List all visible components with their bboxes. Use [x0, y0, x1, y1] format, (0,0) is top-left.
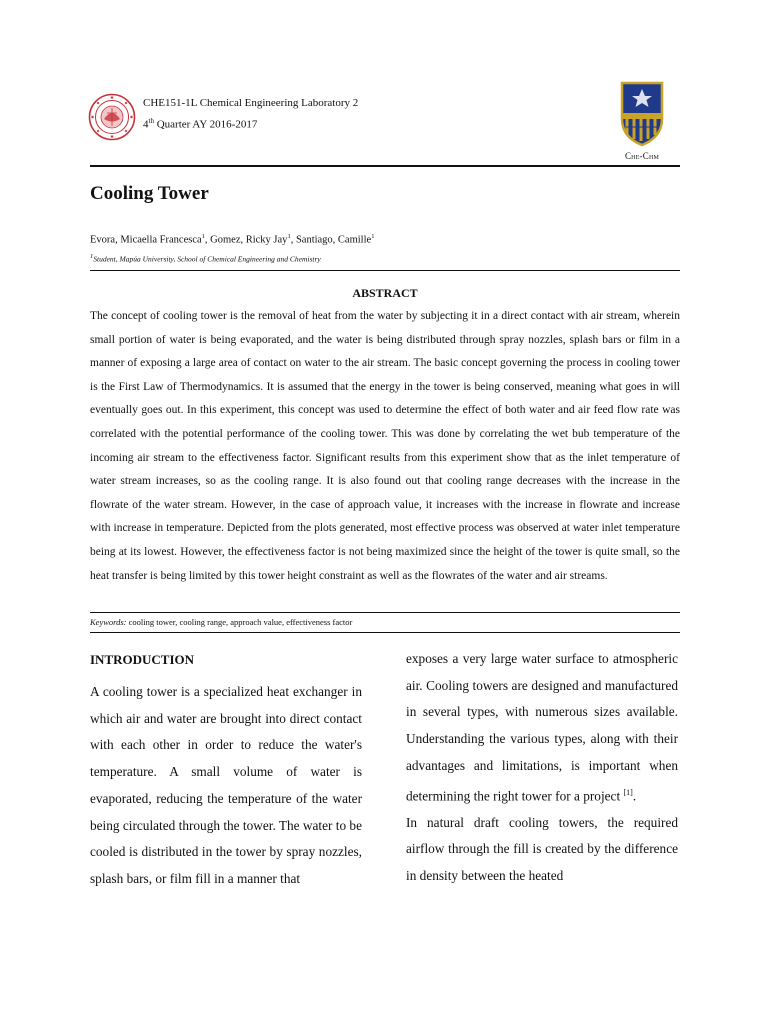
intro-text-end: . — [632, 787, 637, 803]
author-affiliation-mark: 1 — [201, 233, 205, 240]
keywords — [90, 617, 352, 627]
affiliation-text: Student, Mapúa University, School of Chemical Engineering and Chemistry — [93, 254, 321, 264]
author-list — [90, 233, 374, 246]
paper-title: Cooling Tower — [90, 183, 209, 204]
keywords-top-rule — [90, 612, 680, 613]
citation-reference: [1] — [623, 787, 633, 797]
header-text — [143, 94, 358, 134]
introduction-heading: INTRODUCTION — [90, 652, 195, 667]
author-name: Santiago, Camille — [295, 234, 372, 246]
affiliation-mark: 1 — [90, 253, 94, 260]
intro-paragraph-continued — [406, 646, 678, 810]
author-separator: , — [290, 234, 296, 246]
che-chm-shield-icon — [617, 79, 667, 149]
course-name: CHE151-1L Chemical Engineering Laboratory 2 — [143, 97, 359, 109]
header-rule — [90, 165, 680, 167]
university-seal-icon — [88, 93, 136, 141]
department-logo — [617, 79, 667, 165]
keywords-list: cooling tower, cooling range, approach value, effectiveness factor — [126, 617, 353, 627]
author-name: Gomez, Ricky Jay — [210, 234, 288, 246]
keywords-bottom-rule — [90, 632, 680, 633]
intro-text: exposes a very large water surface to atmospheric air. Cooling towers are designed and manufactured in several types, with numerous sizes available. Understanding the various types, along with their advantages and limitations, is important when determining the right tower for a project — [406, 651, 678, 803]
term-number: 4 — [143, 118, 149, 131]
abstract-text: The concept of cooling tower is the removal of heat from the water by subjecting it in a direct contact with air stream, wherein small portion of water is being evaporated, and the water is being distributed through spray nozzles, splash bars or film in a manner of exposing a large area of contact on water to the air stream. The basic concept governing the process in cooling tower is the First Law of Thermodynamics. It is assumed that the energy in the tower is being conserved, meaning what goes in will eventually goes out. In this experiment, this concept was used to determine the effect of both water and air feed flow rate was correlated with the potential performance of the cooling tower. This was done by correlating the wet bub temperature of the incoming air stream to the effectiveness factor. Significant results from this experiment show that as the inlet temperature of water stream increases, so as the cooling range. It is also found out that cooling range decreases with the increase in the flowrate of the water stream. However, in the case of approach value, it increases with the increase in flowrate and increase with increase in temperature. Depicted from the plots generated, most effective process was observed at water inlet temperature being at its lowest. However, the effectiveness factor is not being maximized since the height of the tower is quite small, so the heat transfer is being limited by this tower height constraint as well as the flowrates of the water and air streams. — [90, 310, 680, 582]
intro-paragraph: A cooling tower is a specialized heat exchanger in which air and water are brought into direct contact with each other in order to reduce the water's temperature. A small volume of water is evaporated, reducing the temperature of the water being circulated through the tower. The water to be cooled is distributed in the tower by spray nozzles, splash bars, or film fill in a manner that — [90, 684, 362, 886]
author-separator: , — [204, 234, 211, 246]
logo-text: Che-Chm — [624, 151, 660, 161]
affiliation — [90, 253, 321, 264]
keywords-label: Keywords: — [90, 617, 127, 627]
abstract-heading: ABSTRACT — [352, 286, 418, 300]
intro-column-right — [406, 650, 678, 890]
term-rest: Quarter AY 2016-2017 — [153, 118, 258, 131]
author-affiliation-mark: 1 — [371, 233, 375, 240]
author-name: Evora, Micaella Francesca — [90, 234, 202, 246]
natural-draft-paragraph: In natural draft cooling towers, the required airflow through the fill is created by the difference in density between the heated — [406, 814, 678, 884]
intro-column-left — [90, 650, 362, 893]
term-superscript: th — [148, 117, 154, 125]
authors-rule — [90, 270, 680, 271]
author-affiliation-mark: 1 — [287, 233, 291, 240]
academic-term — [143, 112, 358, 134]
